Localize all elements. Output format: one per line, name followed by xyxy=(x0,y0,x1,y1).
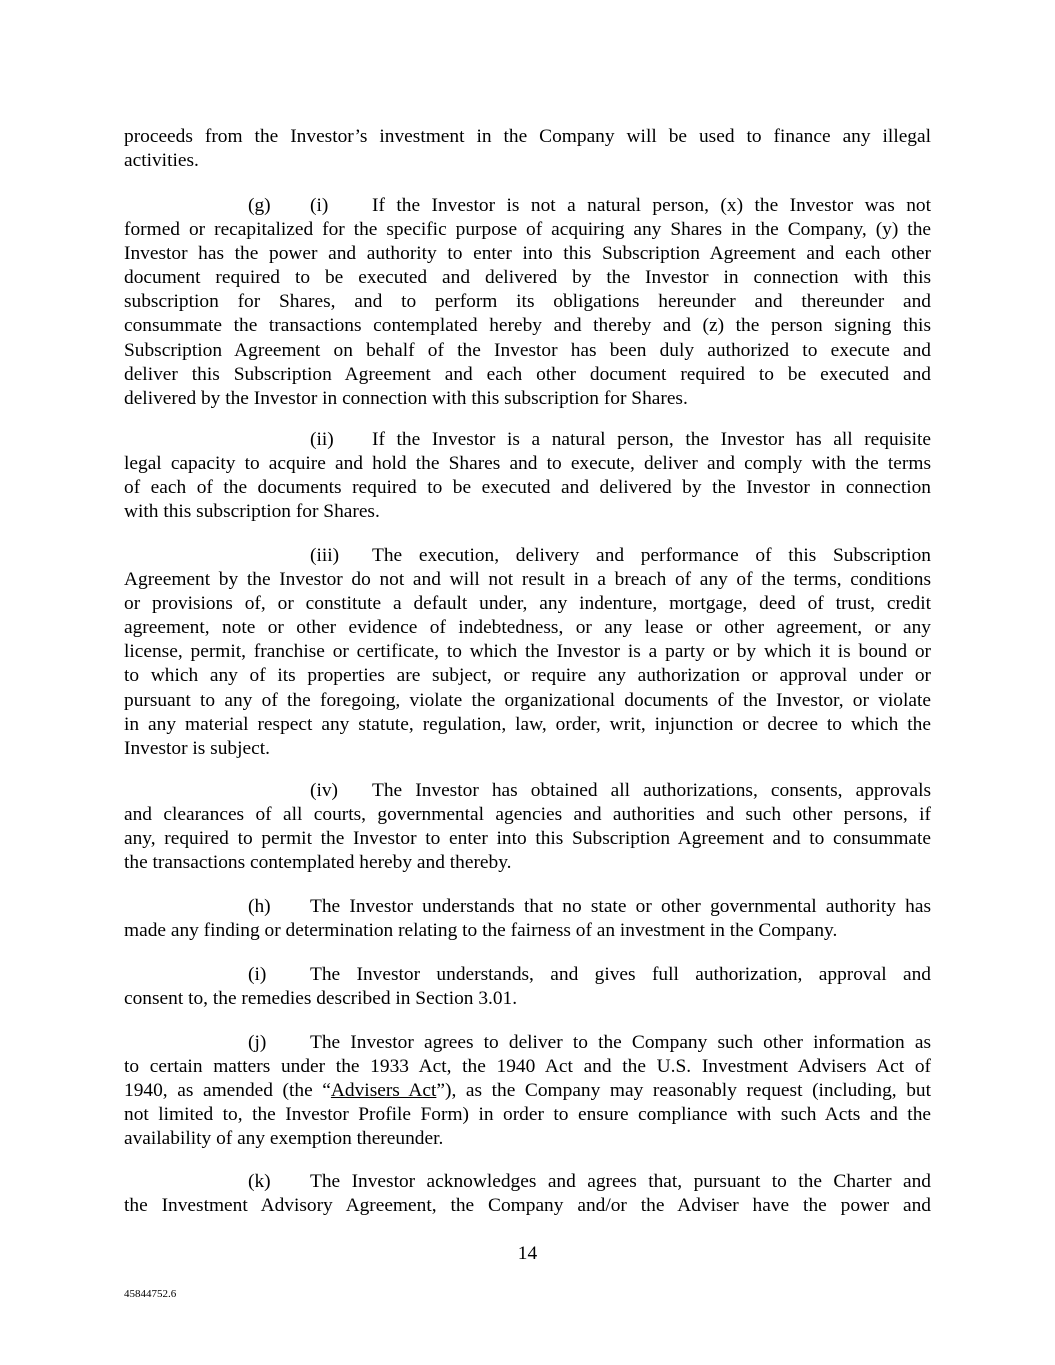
paragraph-i xyxy=(124,963,931,1011)
text-line: agreement, note or other evidence of indebtedness, or any lease or other agreement, or any xyxy=(124,617,931,639)
text-line: Investor is subject. xyxy=(124,737,270,759)
text-line: not limited to, the Investor Profile Form) in order to ensure compliance with such Acts and the xyxy=(124,1104,931,1126)
page-number: 14 xyxy=(517,1243,538,1264)
text-line: (i) The Investor understands, and gives full authorization, approval and xyxy=(124,963,931,987)
text-line: or provisions of, or constitute a default under, any indenture, mortgage, deed of trust, credit xyxy=(124,593,931,615)
paragraph-continuation xyxy=(124,125,931,173)
text-line: document required to be executed and delivered by the Investor in connection with this xyxy=(124,267,931,289)
paragraph-k xyxy=(124,1170,931,1218)
text-line: (iii) The execution, delivery and performance of this Subscription xyxy=(124,544,931,568)
text-line: of each of the documents required to be executed and delivered by the Investor in connection xyxy=(124,477,931,499)
paragraph-h xyxy=(124,895,931,943)
text-line: (ii) If the Investor is a natural person, the Investor has all requisite xyxy=(124,428,931,452)
clause-label-j: (j) xyxy=(248,1032,267,1053)
text-line: to which any of its properties are subject, or require any authorization or approval under or xyxy=(124,665,931,687)
text-line: formed or recapitalized for the specific purpose of acquiring any Shares in the Company, (y) the xyxy=(124,219,931,241)
text-line: consent to, the remedies described in Section 3.01. xyxy=(124,988,518,1010)
text-line: proceeds from the Investor’s investment in the Company will be used to finance any illegal xyxy=(124,126,931,147)
paragraph-j xyxy=(124,1031,931,1151)
text-line: (iv) The Investor has obtained all authorizations, consents, approvals xyxy=(124,779,931,803)
text-line: Subscription Agreement on behalf of the Investor has been duly authorized to execute and xyxy=(124,339,931,361)
text-line: the Investment Advisory Agreement, the Company and/or the Adviser have the power and xyxy=(124,1195,931,1217)
text-line: any, required to permit the Investor to enter into this Subscription Agreement and to consummate xyxy=(124,828,931,850)
clause-label-g-i: (i) xyxy=(310,195,329,216)
text-line: (h) The Investor understands that no state or other governmental authority has xyxy=(124,895,931,919)
clause-label-g-iv: (iv) xyxy=(310,780,338,801)
text-line: (j) The Investor agrees to deliver to the Company such other information as xyxy=(124,1031,931,1055)
paragraph-g-iii xyxy=(124,544,931,761)
clause-label-g: (g) xyxy=(248,195,271,216)
text-line: activities. xyxy=(124,150,199,172)
clause-label-i: (i) xyxy=(248,964,267,985)
text-line: delivered by the Investor in connection with this subscription for Shares. xyxy=(124,387,688,409)
text-line: and clearances of all courts, governmental agencies and authorities and such other persons, if xyxy=(124,804,931,826)
text-line: legal capacity to acquire and hold the Shares and to execute, deliver and comply with the terms xyxy=(124,453,931,475)
defined-term-advisers-act: Advisers Act xyxy=(330,1080,437,1102)
text-line: pursuant to any of the foregoing, violate the organizational documents of the Investor, or violate xyxy=(124,689,931,711)
text-line: in any material respect any statute, regulation, law, order, writ, injunction or decree to which the xyxy=(124,713,931,735)
text-line: made any finding or determination relating to the fairness of an investment in the Company. xyxy=(124,920,838,942)
paragraph-g-i xyxy=(124,194,931,411)
text-line: (k) The Investor acknowledges and agrees that, pursuant to the Charter and xyxy=(124,1170,931,1194)
text-line: (g) (i) If the Investor is not a natural person, (x) the Investor was not xyxy=(124,194,931,218)
paragraph-g-ii xyxy=(124,428,931,524)
document-id: 45844752.6 xyxy=(124,1288,177,1300)
text-line: Investor has the power and authority to enter into this Subscription Agreement and each other xyxy=(124,243,931,265)
text-line: to certain matters under the 1933 Act, the 1940 Act and the U.S. Investment Advisers Act of xyxy=(124,1056,931,1078)
clause-label-g-iii: (iii) xyxy=(310,545,340,566)
text-line: subscription for Shares, and to perform its obligations hereunder and thereunder and xyxy=(124,291,931,313)
text-line: license, permit, franchise or certificate, to which the Investor is a party or by which it is bound or xyxy=(124,641,931,663)
text-line: 1940, as amended (the “Advisers Act”), as the Company may reasonably request (including, but xyxy=(124,1080,931,1102)
text-line: deliver this Subscription Agreement and each other document required to be executed and xyxy=(124,363,931,385)
text-line: the transactions contemplated hereby and thereby. xyxy=(124,852,512,874)
paragraph-g-iv xyxy=(124,779,931,875)
clause-label-k: (k) xyxy=(248,1171,271,1192)
text-line: with this subscription for Shares. xyxy=(124,501,380,523)
text-line: Agreement by the Investor do not and will not result in a breach of any of the terms, conditions xyxy=(124,569,931,591)
text-line: availability of any exemption thereunder. xyxy=(124,1128,444,1150)
clause-label-h: (h) xyxy=(248,896,271,917)
clause-label-g-ii: (ii) xyxy=(310,429,334,450)
text-line: consummate the transactions contemplated hereby and thereby and (z) the person signing this xyxy=(124,315,931,337)
